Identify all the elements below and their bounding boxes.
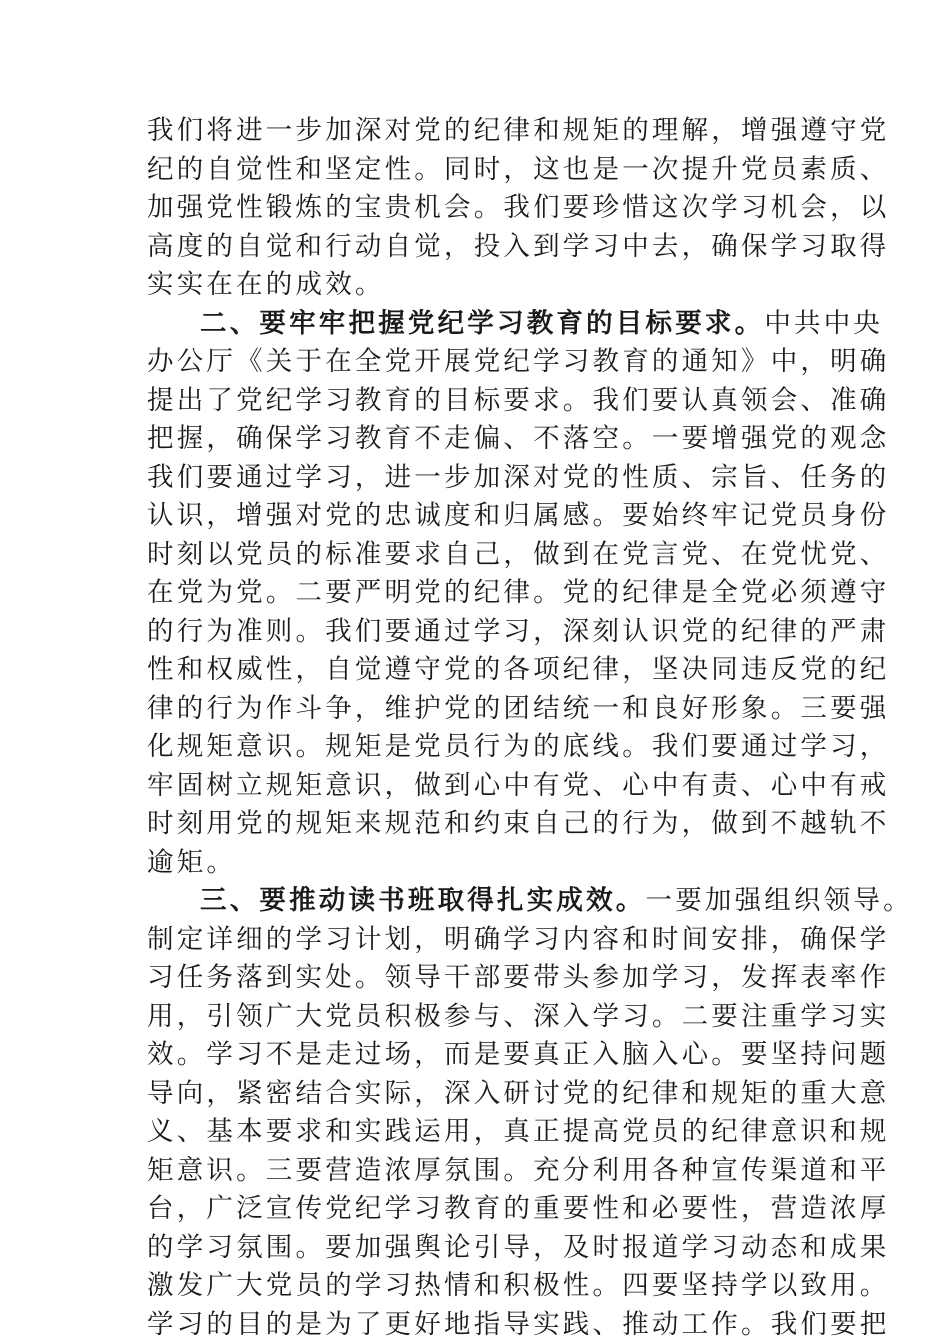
text-line: 的行为准则。我们要通过学习，深刻认识党的纪律的严肃 [147,615,890,647]
text-line: 高度的自觉和行动自觉，投入到学习中去，确保学习取得 [147,230,890,262]
text-line: 的学习氛围。要加强舆论引导，及时报道学习动态和成果 [147,1231,890,1263]
paragraph-3 [147,882,913,1344]
section-heading: 二、要牢牢把握党纪学习教育的目标要求。 [200,307,765,339]
text-line: 时刻用党的规矩来规范和约束自己的行为，做到不越轨不 [147,808,890,839]
text-line: 我们要通过学习，进一步加深对党的性质、宗旨、任务的 [147,461,890,493]
paragraph-first-line [147,882,913,921]
text-line: 实实在在的成效。 [147,269,385,300]
text-line: 时刻以党员的标准要求自己，做到在党言党、在党忧党、 [147,538,890,570]
text-line: 律的行为作斗争，维护党的团结统一和良好形象。三要强 [147,692,890,724]
text-run: 一要加强组织领导。 [645,885,913,916]
text-line: 激发广大党员的学习热情和积极性。四要坚持学以致用。 [147,1270,890,1301]
paragraph-first-line [147,305,884,344]
text-line: 认识，增强对党的忠诚度和归属感。要始终牢记党员身份 [147,500,890,531]
text-line: 导向，紧密结合实际，深入研讨党的纪律和规矩的重大意 [147,1077,890,1109]
text-line: 制定详细的学习计划，明确学习内容和时间安排，确保学 [147,923,890,955]
paragraph-1 [147,112,890,305]
text-line: 我们将进一步加深对党的纪律和规矩的理解，增强遵守党 [147,115,890,146]
text-line: 习任务落到实处。领导干部要带头参加学习，发挥表率作 [147,962,890,993]
text-line: 学习的目的是为了更好地指导实践、推动工作。我们要把 [147,1308,890,1340]
text-line: 矩意识。三要营造浓厚氛围。充分利用各种宣传渠道和平 [147,1154,890,1186]
text-line: 加强党性锻炼的宝贵机会。我们要珍惜这次学习机会，以 [147,192,890,223]
section-heading: 三、要推动读书班取得扎实成效。 [200,885,646,916]
text-line: 办公厅《关于在全党开展党纪学习教育的通知》中，明确 [147,346,890,377]
text-line: 用，引领广大党员积极参与、深入学习。二要注重学习实 [147,1000,890,1032]
paragraph-2 [147,305,890,883]
text-line: 性和权威性，自觉遵守党的各项纪律，坚决同违反党的纪 [147,654,890,685]
text-line: 纪的自觉性和坚定性。同时，这也是一次提升党员素质、 [147,153,890,185]
text-run: 中共中央 [764,307,884,339]
document-page [147,112,913,1344]
text-line: 提出了党纪学习教育的目标要求。我们要认真领会、准确 [147,384,890,416]
text-line: 把握，确保学习教育不走偏、不落空。一要增强党的观念 [147,423,890,454]
text-line: 效。学习不是走过场，而是要真正入脑入心。要坚持问题 [147,1039,890,1070]
text-line: 在党为党。二要严明党的纪律。党的纪律是全党必须遵守 [147,577,890,608]
text-line: 逾矩。 [147,846,237,878]
text-line: 台，广泛宣传党纪学习教育的重要性和必要性，营造浓厚 [147,1193,890,1224]
text-line: 义、基本要求和实践运用，真正提高党员的纪律意识和规 [147,1116,890,1147]
text-line: 化规矩意识。规矩是党员行为的底线。我们要通过学习， [147,731,890,762]
text-line: 牢固树立规矩意识，做到心中有党、心中有责、心中有戒 [147,769,890,801]
